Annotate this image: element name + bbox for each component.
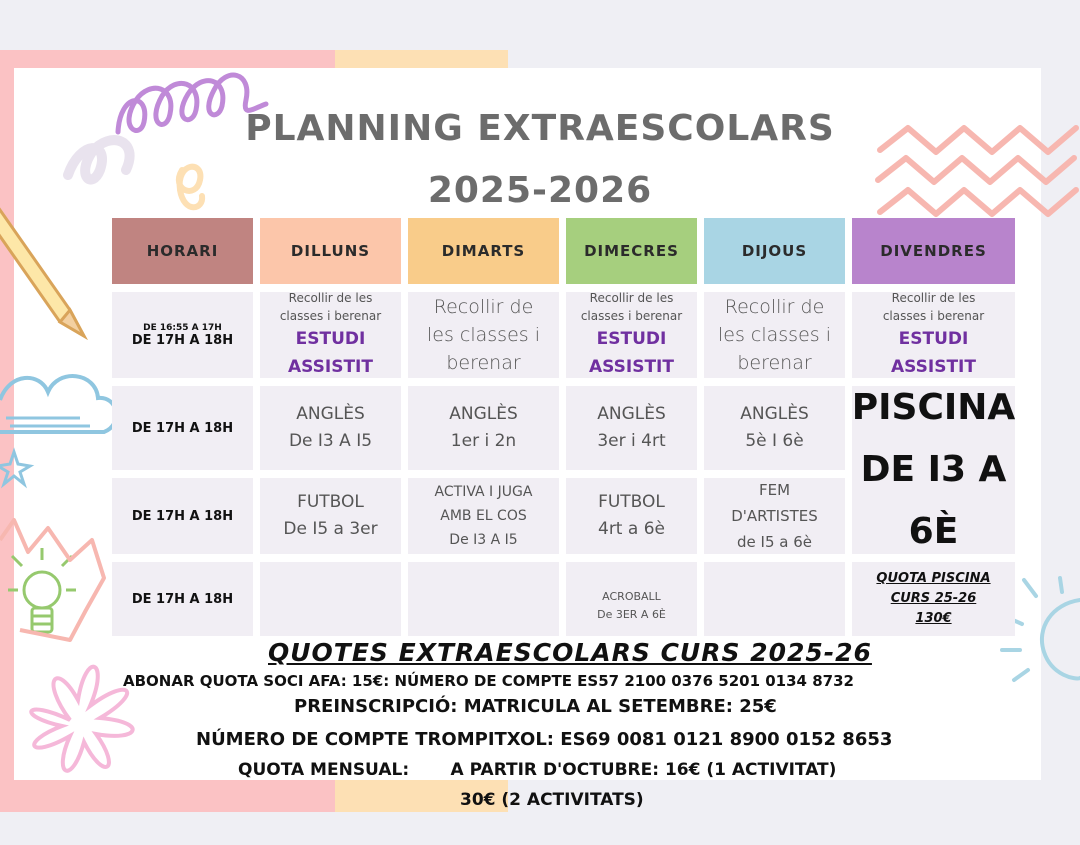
- activity-text: ANGLÈS: [740, 404, 809, 424]
- activity-highlight: ASSISTIT: [891, 357, 976, 377]
- activity-text: FUTBOL: [598, 492, 665, 512]
- header-dimarts: DIMARTS: [408, 218, 559, 284]
- cloud-icon: [0, 376, 116, 432]
- activity-cell: [260, 292, 401, 378]
- activity-text: De I3 A I5: [288, 431, 373, 451]
- time-cell: [112, 386, 253, 470]
- activity-text: FUTBOL: [297, 492, 364, 512]
- quota-piscina-text: QUOTA PISCINA: [876, 571, 991, 586]
- scribble-icon: [68, 140, 130, 179]
- activity-text: Recollir de les: [891, 291, 976, 305]
- activity-highlight: ESTUDI: [898, 329, 969, 349]
- activity-cell: [704, 478, 845, 554]
- empty-cell: [260, 562, 401, 636]
- activity-highlight: ASSISTIT: [288, 357, 373, 377]
- activity-cell: [566, 562, 697, 636]
- activity-cell: [852, 292, 1015, 378]
- activity-text: De I5 a 3er: [283, 519, 378, 539]
- preinscription-text: PREINSCRIPCIÓ: MATRICULA AL SETEMBRE: 25€: [294, 696, 777, 717]
- activity-text: Recollir de les: [288, 291, 373, 305]
- activity-text: classes i berenar: [279, 309, 382, 323]
- fees-title: QUOTES EXTRAESCOLARS CURS 2025-26: [268, 638, 872, 667]
- time-cell: [112, 562, 253, 636]
- empty-cell: [408, 562, 559, 636]
- activity-text: Recollir de: [724, 296, 825, 318]
- activity-cell: [260, 478, 401, 554]
- activity-text: AMB EL COS: [440, 508, 527, 524]
- time-cell: [112, 478, 253, 554]
- time-label: DE 17H A 18H: [131, 591, 234, 607]
- activity-text: De I3 A I5: [449, 532, 518, 548]
- activity-text: classes i berenar: [882, 309, 985, 323]
- time-label: DE 17H A 18H: [131, 420, 234, 436]
- activity-text: De 3ER A 6È: [597, 608, 666, 621]
- activity-text: berenar: [737, 352, 812, 374]
- piscina-text: DE I3 A: [860, 449, 1007, 490]
- header-dijous: DIJOUS: [704, 218, 845, 284]
- activity-highlight: ESTUDI: [596, 329, 667, 349]
- bulb-icon: [8, 548, 76, 632]
- activity-text: les classes i: [427, 324, 540, 346]
- activity-cell: [566, 478, 697, 554]
- activity-text: 4rt a 6è: [598, 519, 665, 539]
- activity-cell: [566, 292, 697, 378]
- quota-piscina-price: 130€: [915, 611, 952, 626]
- activity-cell: [260, 386, 401, 470]
- piscina-text: 6È: [908, 511, 959, 552]
- header-horari: HORARI: [112, 218, 253, 284]
- piscina-text: PISCINA: [851, 387, 1016, 428]
- activity-cell: [704, 292, 845, 378]
- activity-cell: [408, 292, 559, 378]
- time-cell: [112, 292, 253, 378]
- activity-text: 1er i 2n: [450, 431, 517, 451]
- monthly-fee-two-activities: 30€ (2 ACTIVITATS): [460, 790, 644, 810]
- quota-piscina-cell: [852, 562, 1015, 636]
- page-title: PLANNING EXTRAESCOLARS: [245, 108, 835, 149]
- activity-highlight: ESTUDI: [295, 329, 366, 349]
- account-number-text: NÚMERO DE COMPTE TROMPITXOL: ES69 0081 0121 8900 0152 8653: [196, 729, 893, 750]
- activity-text: ACTIVA I JUGA: [434, 484, 533, 500]
- time-label: DE 17H A 18H: [131, 508, 234, 524]
- zigzag-icon: [878, 128, 1076, 214]
- activity-cell: [408, 478, 559, 554]
- afa-fee-text: ABONAR QUOTA SOCI AFA: 15€: NÚMERO DE COMPTE ES57 2100 0376 5201 0134 8732: [123, 672, 854, 690]
- activity-text: classes i berenar: [580, 309, 683, 323]
- header-dimecres: DIMECRES: [566, 218, 697, 284]
- activity-cell: [704, 386, 845, 470]
- empty-cell: [704, 562, 845, 636]
- header-dilluns: DILLUNS: [260, 218, 401, 284]
- page-subtitle-year: 2025-2026: [427, 170, 653, 211]
- star-icon: [0, 452, 30, 484]
- activity-text: ANGLÈS: [296, 404, 365, 424]
- pencil-icon: [0, 210, 84, 336]
- activity-cell: [408, 386, 559, 470]
- activity-text: D'ARTISTES: [731, 507, 818, 525]
- piscina-cell: [852, 386, 1015, 554]
- time-label-small: DE 16:55 A 17H: [143, 322, 222, 333]
- activity-text: de I5 a 6è: [737, 533, 812, 551]
- quota-piscina-text: CURS 25-26: [890, 591, 977, 606]
- activity-text: ANGLÈS: [449, 404, 518, 424]
- flower-icon: [31, 667, 132, 771]
- activity-text: 5è I 6è: [745, 431, 804, 451]
- activity-highlight: ASSISTIT: [589, 357, 674, 377]
- activity-text: les classes i: [718, 324, 831, 346]
- activity-text: ACROBALL: [602, 590, 661, 603]
- monthly-fee-text: QUOTA MENSUAL: A PARTIR D'OCTUBRE: 16€ (1 ACTIVITAT): [238, 760, 837, 780]
- activity-text: Recollir de les: [589, 291, 674, 305]
- header-divendres: DIVENDRES: [852, 218, 1015, 284]
- time-label: DE 17H A 18H: [131, 332, 234, 348]
- activity-cell: [566, 386, 697, 470]
- activity-text: Recollir de: [433, 296, 534, 318]
- activity-text: ANGLÈS: [597, 404, 666, 424]
- activity-text: FEM: [758, 481, 791, 499]
- activity-text: berenar: [446, 352, 521, 374]
- activity-text: 3er i 4rt: [597, 431, 666, 451]
